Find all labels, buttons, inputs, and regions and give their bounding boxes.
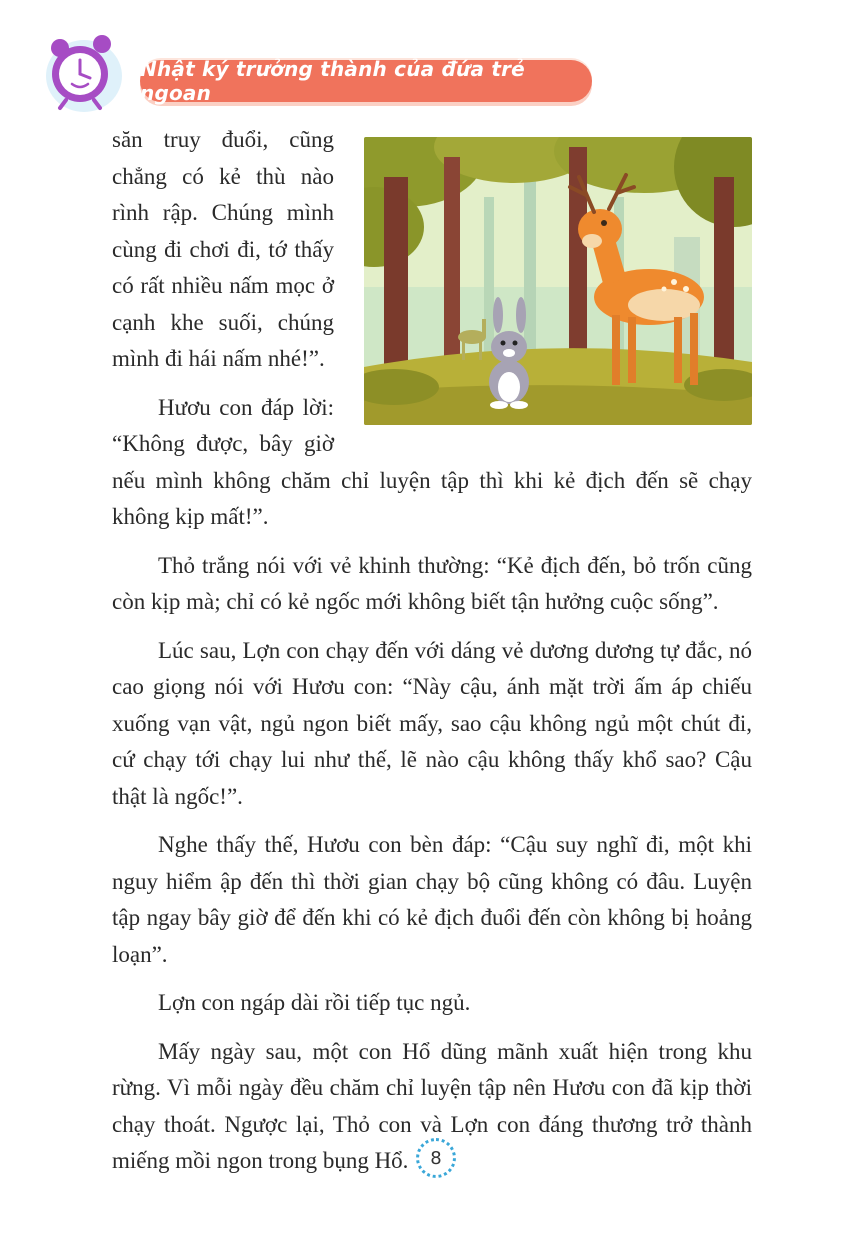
page-number: 8 xyxy=(416,1138,456,1178)
story-paragraph: Nghe thấy thế, Hươu con bèn đáp: “Cậu suy nghĩ đi, một khi nguy hiểm ập đến thì thời gian chạy bộ cũng không có đâu. Luyện tập ngay bây giờ để đến khi có kẻ địch đuổi đến còn không bị hoảng loạn”. xyxy=(112,832,752,967)
header-title-banner xyxy=(140,57,592,105)
header-title: Nhật ký trưởng thành của đứa trẻ ngoan xyxy=(140,57,525,105)
page-header xyxy=(0,0,868,120)
story-paragraph: săn truy đuổi, cũng chẳng có kẻ thù nào rình rập. Chúng mình cùng đi chơi đi, tớ thấy có rất nhiều nấm mọc ở cạnh khe suối, chúng mình đi hái nấm nhé!”. xyxy=(112,122,752,378)
story-paragraph: Hươu con đáp lời: “Không được, bây giờ nếu mình không chăm chỉ luyện tập thì khi kẻ địch đến sẽ chạy không kịp mất!”. xyxy=(112,394,752,529)
story-paragraph: Mấy ngày sau, một con Hổ dũng mãnh xuất hiện trong khu rừng. Vì mỗi ngày đều chăm chỉ luyện tập nên Hươu con đã kịp thời chạy thoát. Ngược lại, Thỏ con và Lợn con đáng thương trở thành miếng mồi ngon trong bụng Hổ. xyxy=(112,1038,752,1173)
story-body xyxy=(112,122,752,1192)
story-paragraph: Lúc sau, Lợn con chạy đến với dáng vẻ dương dương tự đắc, nó cao giọng nói với Hươu con: “Này cậu, ánh mặt trời ấm áp chiếu xuống vạn vật, ngủ ngon biết mấy, sao cậu không ngủ một chút đi, cứ chạy tới chạy lui như thế, lẽ nào cậu không thấy khổ sao? Cậu thật là ngốc!”. xyxy=(112,637,752,809)
alarm-clock-icon xyxy=(40,30,124,114)
story-paragraph: Thỏ trắng nói với vẻ khinh thường: “Kẻ địch đến, bỏ trốn cũng còn kịp mà; chỉ có kẻ ngốc mới không biết tận hưởng cuộc sống”. xyxy=(112,552,752,614)
story-paragraph: Lợn con ngáp dài rồi tiếp tục ngủ. xyxy=(158,990,471,1015)
forest-illustration xyxy=(364,137,752,425)
